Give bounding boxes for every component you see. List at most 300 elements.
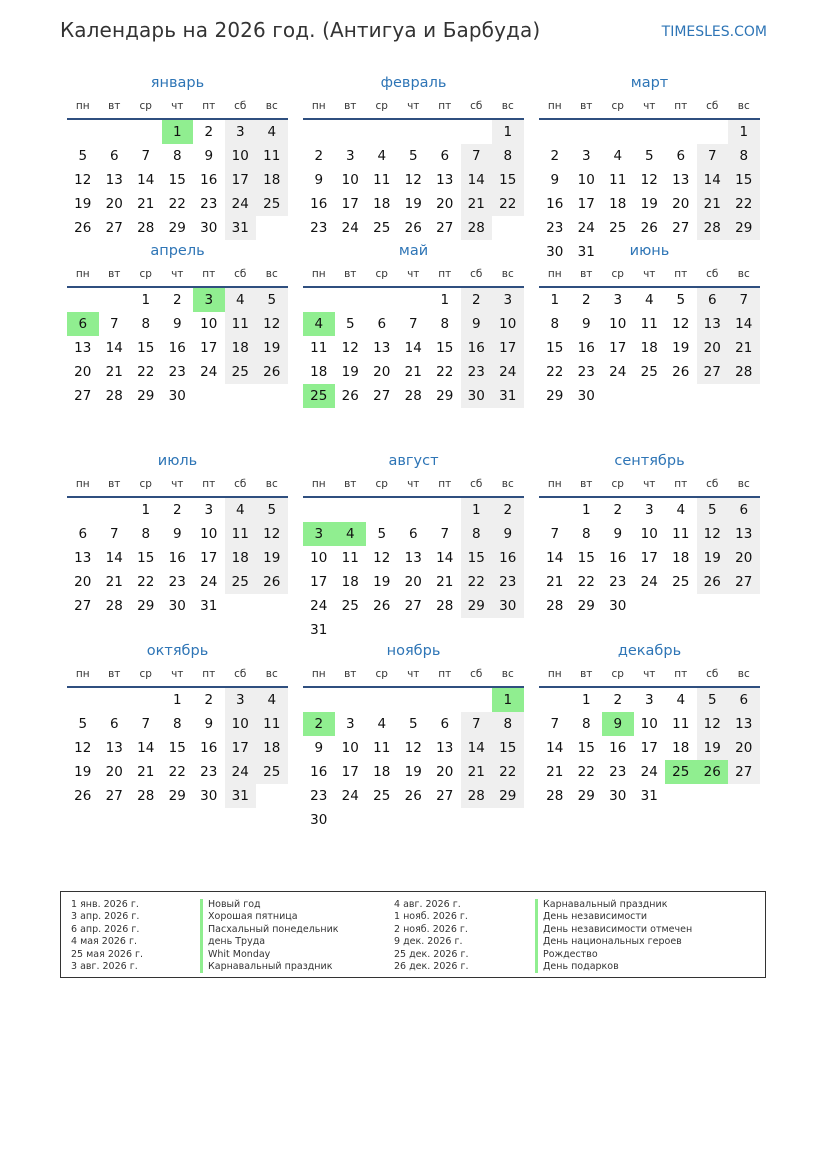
day-cell: 28 [105,388,123,404]
day-cell: 22 [546,364,564,380]
day-cell: 2 [613,502,623,518]
day-cell: 6 [377,316,387,332]
day-cell: 9 [204,148,214,164]
day-cell: 20 [105,764,123,780]
day-cell: 21 [137,196,155,212]
day-cell: 13 [436,740,454,756]
day-cell: 4 [644,292,654,308]
weekday-header [67,662,288,688]
day-cell: 23 [577,364,595,380]
day-cell: 16 [609,550,627,566]
month-name: июнь [629,243,670,259]
day-cell: 23 [168,364,186,380]
weekday-label: чт [407,100,420,112]
day-cell: 11 [672,716,690,732]
day-cell: 3 [225,120,257,144]
weekday-label: вс [501,268,514,280]
day-cell: 20 [697,336,729,360]
day-cell: 3 [613,292,623,308]
day-cell: 8 [581,526,591,542]
day-cell: 20 [74,574,92,590]
legend-date: 4 мая 2026 г. [71,936,137,948]
day-cell: 3 [581,148,591,164]
day-cell: 23 [492,570,524,594]
day-cell: 22 [461,570,493,594]
year-calendar [67,72,760,830]
empty-cell [697,120,729,144]
day-cell: 11 [640,316,658,332]
empty-cell [461,688,493,712]
weekday-header [303,472,524,498]
day-cell: 10 [310,550,328,566]
weekday-label: сб [470,268,483,280]
empty-cell [303,498,335,522]
weekday-label: пн [547,100,562,112]
weekday-label: вт [344,100,357,112]
day-cell: 26 [640,220,658,236]
weekday-label: пн [311,478,326,490]
day-cell: 8 [172,148,182,164]
legend-date: 2 нояб. 2026 г. [394,923,468,935]
weekday-label: пт [202,668,216,680]
day-cell: 4 [256,688,288,712]
day-cell: 14 [105,550,123,566]
day-cell: 23 [200,196,218,212]
day-cell: 17 [341,764,359,780]
month-11 [303,640,524,830]
month-7 [67,450,288,640]
day-cell: 14 [546,550,564,566]
holiday-day-cell: 6 [67,312,99,336]
day-cell: 9 [550,172,560,188]
day-cell: 13 [74,550,92,566]
weekday-label: сб [234,268,247,280]
weekday-label: ср [139,478,152,490]
day-cell: 23 [461,360,493,384]
day-cell: 15 [492,168,524,192]
day-cell: 4 [676,692,686,708]
weekday-label: сб [470,668,483,680]
day-cell: 4 [256,120,288,144]
day-cell: 7 [550,716,560,732]
legend-date: 9 дек. 2026 г. [394,936,463,948]
day-cell: 8 [141,526,151,542]
day-cell: 12 [74,740,92,756]
day-cell: 2 [204,692,214,708]
weekday-label: ср [611,100,624,112]
month-name: январь [150,75,205,91]
day-cell: 28 [137,788,155,804]
day-cell: 31 [492,384,524,408]
weekday-label: чт [407,478,420,490]
day-cell: 16 [310,764,328,780]
day-cell: 7 [697,144,729,168]
day-cell: 11 [672,526,690,542]
empty-cell [665,120,697,144]
month-name: ноябрь [386,643,441,659]
day-cell: 13 [672,172,690,188]
day-cell: 26 [373,598,391,614]
days-grid [67,120,288,240]
day-cell: 19 [74,196,92,212]
day-cell: 24 [200,364,218,380]
day-cell: 13 [105,172,123,188]
day-cell: 17 [609,340,627,356]
weekday-label: вс [265,100,278,112]
day-cell: 30 [200,788,218,804]
day-cell: 21 [728,336,760,360]
weekday-label: вс [737,478,750,490]
legend-dates-col-1 [71,899,143,973]
day-cell: 21 [461,192,493,216]
empty-cell [335,498,367,522]
empty-cell [398,688,430,712]
holiday-day-cell: 25 [665,760,697,784]
weekday-label: чт [171,478,184,490]
day-cell: 26 [404,788,422,804]
weekday-header [303,662,524,688]
day-cell: 2 [581,292,591,308]
empty-cell [67,688,99,712]
day-cell: 12 [256,522,288,546]
day-cell: 18 [609,196,627,212]
weekday-label: ср [139,100,152,112]
days-grid [303,120,524,240]
day-cell: 20 [436,764,454,780]
day-cell: 9 [314,172,324,188]
day-cell: 24 [200,574,218,590]
weekday-label: вт [108,268,121,280]
day-cell: 27 [105,788,123,804]
day-cell: 11 [225,522,257,546]
day-cell: 27 [672,220,690,236]
legend-date: 1 янв. 2026 г. [71,899,139,910]
empty-cell [67,120,99,144]
day-cell: 29 [577,788,595,804]
day-cell: 16 [609,740,627,756]
weekday-label: пт [202,478,216,490]
days-grid [303,498,524,642]
day-cell: 31 [310,622,328,638]
day-cell: 9 [461,312,493,336]
weekday-label: сб [470,478,483,490]
holiday-day-cell: 1 [492,688,524,712]
empty-cell [99,120,131,144]
weekday-label: пт [438,100,452,112]
day-cell: 27 [404,598,422,614]
empty-cell [429,498,461,522]
day-cell: 31 [577,244,595,260]
day-cell: 31 [640,788,658,804]
weekday-label: чт [407,268,420,280]
month-1 [67,72,288,240]
day-cell: 17 [225,736,257,760]
day-cell: 8 [492,712,524,736]
day-cell: 24 [310,598,328,614]
day-cell: 27 [728,570,760,594]
day-cell: 1 [461,498,493,522]
day-cell: 3 [345,716,355,732]
weekday-header [303,94,524,120]
day-cell: 15 [436,340,454,356]
day-cell: 29 [492,784,524,808]
day-cell: 19 [672,340,690,356]
weekday-label: ср [375,478,388,490]
day-cell: 29 [168,788,186,804]
day-cell: 29 [137,598,155,614]
weekday-label: пт [674,478,688,490]
day-cell: 2 [613,692,623,708]
day-cell: 12 [74,172,92,188]
month-5 [303,240,524,450]
day-cell: 30 [461,384,493,408]
day-cell: 18 [310,364,328,380]
day-cell: 30 [168,388,186,404]
day-cell: 17 [200,550,218,566]
weekday-label: вс [737,100,750,112]
day-cell: 19 [404,764,422,780]
day-cell: 25 [341,598,359,614]
day-cell: 13 [404,550,422,566]
day-cell: 7 [728,288,760,312]
empty-cell [634,120,666,144]
legend-holiday-name: день Труда [200,936,339,948]
holiday-day-cell: 2 [303,712,335,736]
day-cell: 10 [640,716,658,732]
day-cell: 15 [577,740,595,756]
day-cell: 28 [546,788,564,804]
day-cell: 23 [546,220,564,236]
day-cell: 10 [341,740,359,756]
day-cell: 13 [74,340,92,356]
day-cell: 24 [577,220,595,236]
day-cell: 20 [74,364,92,380]
day-cell: 28 [461,784,493,808]
days-grid [67,498,288,618]
legend-names-col-2 [535,899,692,973]
day-cell: 11 [373,740,391,756]
legend-date: 4 авг. 2026 г. [394,899,461,910]
day-cell: 26 [672,364,690,380]
site-link[interactable]: TIMESLES.COM [661,24,767,40]
day-cell: 26 [341,388,359,404]
day-cell: 3 [345,148,355,164]
day-cell: 12 [256,312,288,336]
weekday-label: сб [706,268,719,280]
weekday-label: вс [501,478,514,490]
day-cell: 24 [341,788,359,804]
day-cell: 14 [105,340,123,356]
weekday-label: пт [674,668,688,680]
day-cell: 3 [492,288,524,312]
weekday-label: вс [501,100,514,112]
weekday-label: сб [706,478,719,490]
day-cell: 11 [225,312,257,336]
day-cell: 10 [225,144,257,168]
day-cell: 17 [200,340,218,356]
day-cell: 7 [408,316,418,332]
day-cell: 17 [225,168,257,192]
day-cell: 1 [440,292,450,308]
day-cell: 8 [440,316,450,332]
empty-cell [130,688,162,712]
day-cell: 4 [225,288,257,312]
days-grid [539,498,760,618]
day-cell: 21 [436,574,454,590]
day-cell: 24 [609,364,627,380]
empty-cell [130,120,162,144]
month-name: октябрь [146,643,209,659]
day-cell: 26 [256,570,288,594]
day-cell: 10 [640,526,658,542]
weekday-label: пн [311,668,326,680]
day-cell: 25 [225,360,257,384]
day-cell: 9 [492,522,524,546]
weekday-header [539,262,760,288]
day-cell: 6 [78,526,88,542]
empty-cell [303,120,335,144]
day-cell: 27 [436,788,454,804]
day-cell: 24 [341,220,359,236]
day-cell: 22 [168,196,186,212]
empty-cell [99,288,131,312]
empty-cell [366,288,398,312]
weekday-header [303,262,524,288]
weekday-label: ср [611,268,624,280]
day-cell: 30 [609,598,627,614]
empty-cell [539,120,571,144]
day-cell: 13 [436,172,454,188]
day-cell: 29 [168,220,186,236]
day-cell: 27 [373,388,391,404]
day-cell: 16 [546,196,564,212]
day-cell: 12 [373,550,391,566]
weekday-label: ср [139,668,152,680]
weekday-label: пт [438,478,452,490]
day-cell: 5 [345,316,355,332]
day-cell: 18 [225,546,257,570]
month-12 [539,640,760,830]
weekday-label: сб [234,478,247,490]
empty-cell [602,120,634,144]
day-cell: 21 [105,364,123,380]
weekday-header [67,94,288,120]
empty-cell [461,120,493,144]
day-cell: 25 [256,760,288,784]
day-cell: 16 [200,740,218,756]
day-cell: 18 [672,740,690,756]
month-8 [303,450,524,640]
weekday-header [67,472,288,498]
day-cell: 18 [373,764,391,780]
day-cell: 20 [728,736,760,760]
weekday-label: чт [171,268,184,280]
day-cell: 3 [644,692,654,708]
day-cell: 20 [404,574,422,590]
day-cell: 7 [141,148,151,164]
weekday-label: вт [344,268,357,280]
day-cell: 26 [74,220,92,236]
day-cell: 8 [461,522,493,546]
weekday-header [539,472,760,498]
legend-names-col-1 [200,899,339,973]
page-title: Календарь на 2026 год. (Антигуа и Барбуда) [60,18,541,42]
day-cell: 11 [373,172,391,188]
weekday-label: пн [75,668,90,680]
holiday-day-cell: 3 [303,522,335,546]
day-cell: 18 [225,336,257,360]
day-cell: 19 [256,546,288,570]
day-cell: 4 [613,148,623,164]
empty-cell [99,688,131,712]
day-cell: 1 [172,692,182,708]
weekday-label: сб [706,668,719,680]
day-cell: 12 [672,316,690,332]
day-cell: 3 [204,502,214,518]
weekday-label: вт [344,668,357,680]
day-cell: 29 [728,216,760,240]
empty-cell [335,120,367,144]
day-cell: 15 [728,168,760,192]
month-name: июль [157,453,198,469]
day-cell: 7 [461,712,493,736]
day-cell: 25 [373,788,391,804]
empty-cell [571,120,603,144]
day-cell: 27 [105,220,123,236]
holiday-day-cell: 1 [162,120,194,144]
weekday-label: ср [375,668,388,680]
day-cell: 11 [341,550,359,566]
day-cell: 24 [225,192,257,216]
day-cell: 9 [204,716,214,732]
weekday-label: вт [580,668,593,680]
day-cell: 27 [697,360,729,384]
day-cell: 10 [200,316,218,332]
weekday-label: ср [611,478,624,490]
month-name: май [398,243,429,259]
day-cell: 30 [492,594,524,618]
day-cell: 15 [461,546,493,570]
day-cell: 11 [609,172,627,188]
day-cell: 13 [728,522,760,546]
day-cell: 18 [256,168,288,192]
weekday-label: пт [674,268,688,280]
empty-cell [303,288,335,312]
days-grid [303,688,524,832]
weekday-label: чт [171,668,184,680]
day-cell: 25 [373,220,391,236]
day-cell: 18 [640,340,658,356]
day-cell: 30 [310,812,328,828]
day-cell: 14 [137,740,155,756]
weekday-label: вт [108,478,121,490]
weekday-label: ср [375,268,388,280]
day-cell: 10 [200,526,218,542]
weekday-label: вт [108,668,121,680]
day-cell: 11 [256,712,288,736]
weekday-label: пт [438,668,452,680]
day-cell: 23 [168,574,186,590]
weekday-label: пн [311,268,326,280]
empty-cell [398,120,430,144]
legend-holiday-name: Карнавальный праздник [535,899,692,911]
day-cell: 6 [109,148,119,164]
day-cell: 23 [200,764,218,780]
day-cell: 26 [697,570,729,594]
day-cell: 10 [492,312,524,336]
day-cell: 18 [672,550,690,566]
day-cell: 5 [78,148,88,164]
